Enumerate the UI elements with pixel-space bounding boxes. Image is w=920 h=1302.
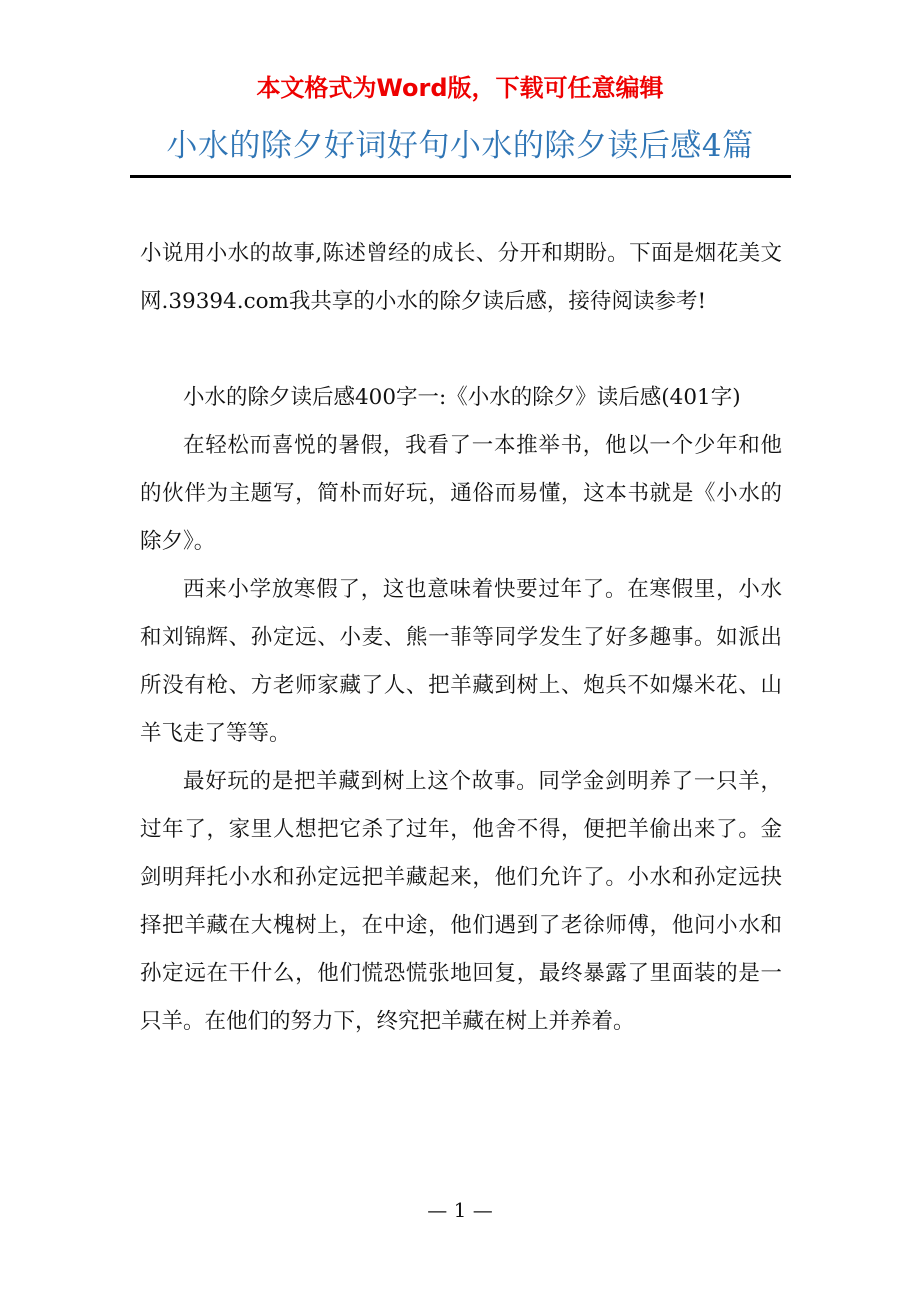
document-title: 小水的除夕好词好句小水的除夕读后感4篇 xyxy=(166,128,754,164)
page-number: — 1 — xyxy=(427,1198,493,1222)
body-paragraph: 西来小学放寒假了，这也意味着快要过年了。在寒假里，小水和刘锦辉、孙定远、小麦、熊一菲等同学发生了好多趣事。如派出所没有枪、方老师家藏了人、把羊藏到树上、炮兵不如爆米花、山羊飞走了等等。 xyxy=(140,577,782,746)
body-paragraph: 最好玩的是把羊藏到树上这个故事。同学金剑明养了一只羊，过年了，家里人想把它杀了过年，他舍不得，便把羊偷出来了。金剑明拜托小水和孙定远把羊藏起来，他们允许了。小水和孙定远抉择把羊藏在大槐树上，在中途，他们遇到了老徐师傅，他问小水和孙定远在干什么，他们慌恐慌张地回复，最终暴露了里面装的是一只羊。在他们的努力下，终究把羊藏在树上并养着。 xyxy=(140,769,782,1034)
body-paragraph: 在轻松而喜悦的暑假，我看了一本推举书，他以一个少年和他的伙伴为主题写，简朴而好玩，通俗而易懂，这本书就是《小水的除夕》。 xyxy=(140,433,782,554)
title-divider xyxy=(130,175,791,178)
word-format-notice: 本文格式为Word版，下载可任意编辑 xyxy=(256,74,664,102)
section-heading: 小水的除夕读后感400字一:《小水的除夕》读后感(401字) xyxy=(183,385,741,410)
intro-paragraph: 小说用小水的故事,陈述曾经的成长、分开和期盼。下面是烟花美文网.39394.com我共享的小水的除夕读后感，接待阅读参考! xyxy=(140,241,782,314)
document-body xyxy=(140,230,782,1046)
